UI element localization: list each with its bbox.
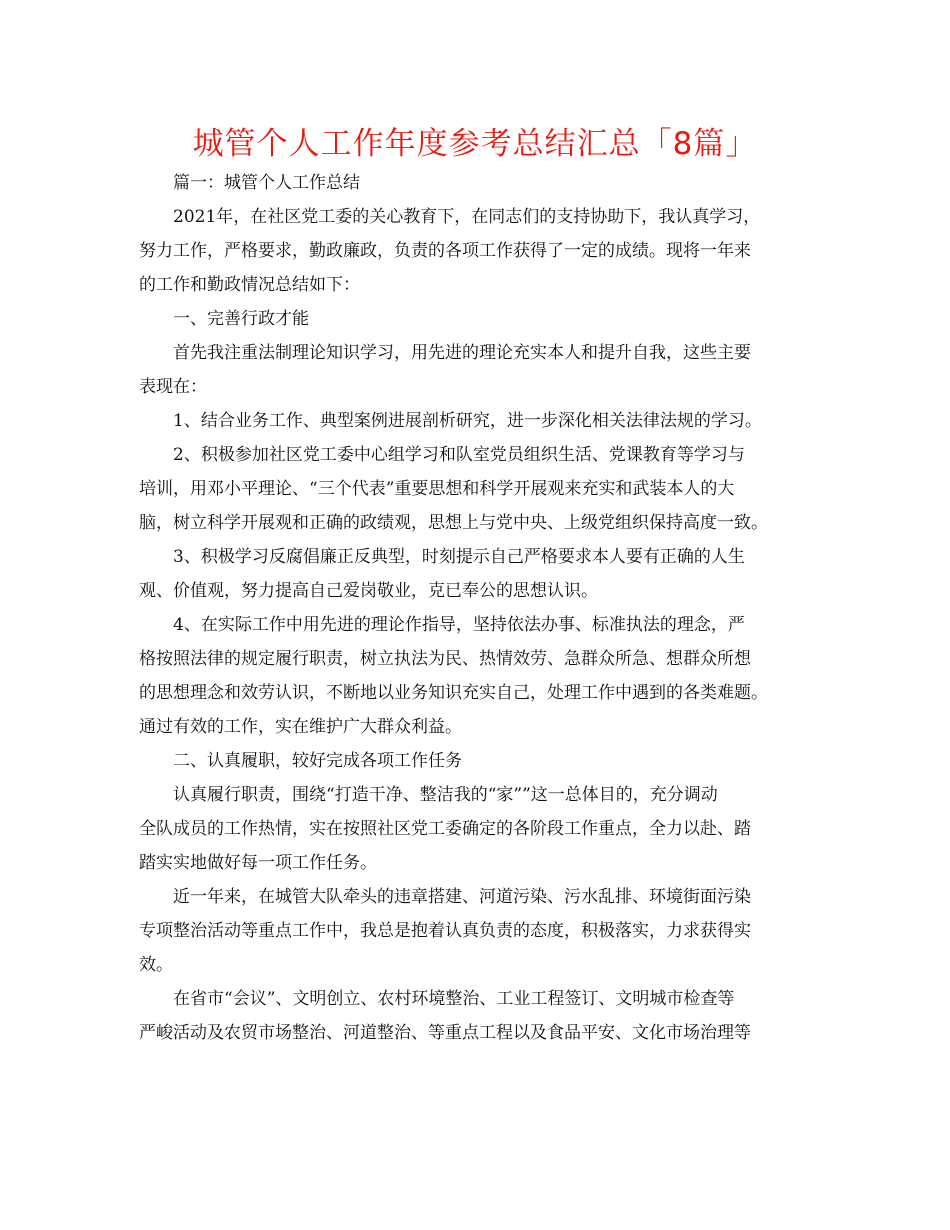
item-1 xyxy=(139,404,815,438)
text-line: 观、价值观，努力提高自己爱岗敬业，克已奉公的思想认识。 xyxy=(139,581,598,601)
paragraph-duty xyxy=(139,778,815,880)
text-line: 格按照法律的规定履行职责，树立执法为民、热情效劳、急群众所急、想群众所想 xyxy=(139,649,751,669)
text-line: 一、完善行政才能 xyxy=(173,309,309,329)
text-line: 踏实实地做好每一项工作任务。 xyxy=(139,853,377,873)
text-line: 首先我注重法制理论知识学习，用先进的理论充实本人和提升自我，这些主要 xyxy=(173,343,751,363)
intro-paragraph xyxy=(139,200,815,302)
subheading-2 xyxy=(139,744,815,778)
text-line: 在省市“会议”、文明创立、农村环境整治、工业工程签订、文明城市检查等 xyxy=(173,989,735,1009)
text-line: 通过有效的工作，实在维护广大群众利益。 xyxy=(139,717,462,737)
document-body xyxy=(139,166,815,1050)
text-line: 的思想理念和效劳认识，不断地以业务知识充实自己，处理工作中遇到的各类难题。 xyxy=(139,683,768,703)
text-line: 严峻活动及农贸市场整治、河道整治、等重点工程以及食品平安、文化市场治理等 xyxy=(139,1023,751,1043)
paragraph-activities xyxy=(139,982,815,1050)
section-heading-1 xyxy=(139,166,815,200)
text-line: 表现在： xyxy=(139,377,207,397)
text-line: 效。 xyxy=(139,955,173,975)
text-line: 1、结合业务工作、典型案例进展剖析研究，进一步深化相关法律法规的学习。 xyxy=(173,411,762,431)
item-4 xyxy=(139,608,815,744)
text-line: 全队成员的工作热情，实在按照社区党工委确定的各阶段工作重点，全力以赴、踏 xyxy=(139,819,751,839)
text-line: 培训，用邓小平理论、“三个代表”重要思想和科学开展观来充实和武装本人的大 xyxy=(139,479,735,499)
text-line: 4、在实际工作中用先进的理论作指导，坚持依法办事、标准执法的理念，严 xyxy=(173,615,745,635)
document-title: 城管个人工作年度参考总结汇总「8篇」 xyxy=(192,126,758,162)
text-line: 认真履行职责，围绕“打造干净、整洁我的“家””这一总体目的，充分调动 xyxy=(173,785,718,805)
text-line: 专项整治活动等重点工作中，我总是抱着认真负责的态度，积极落实，力求获得实 xyxy=(139,921,751,941)
text-line: 近一年来，在城管大队牵头的违章搭建、河道污染、污水乱排、环境街面污染 xyxy=(173,887,751,907)
text-line: 篇一：城管个人工作总结 xyxy=(173,173,360,193)
item-2 xyxy=(139,438,815,540)
text-line: 2、积极参加社区党工委中心组学习和队室党员组织生活、党课教育等学习与 xyxy=(173,445,745,465)
subheading-1 xyxy=(139,302,815,336)
text-line: 3、积极学习反腐倡廉正反典型，时刻提示自己严格要求本人要有正确的人生 xyxy=(173,547,745,567)
text-line: 的工作和勤政情况总结如下： xyxy=(139,275,360,295)
paragraph-year xyxy=(139,880,815,982)
text-line: 努力工作，严格要求，勤政廉政，负责的各项工作获得了一定的成绩。现将一年来 xyxy=(139,241,751,261)
text-line: 脑，树立科学开展观和正确的政绩观，思想上与党中央、上级党组织保持高度一致。 xyxy=(139,513,768,533)
item-3 xyxy=(139,540,815,608)
text-line: 2021年，在社区党工委的关心教育下，在同志们的支持协助下，我认真学习， xyxy=(173,207,761,227)
text-line: 二、认真履职，较好完成各项工作任务 xyxy=(173,751,462,771)
paragraph-study xyxy=(139,336,815,404)
